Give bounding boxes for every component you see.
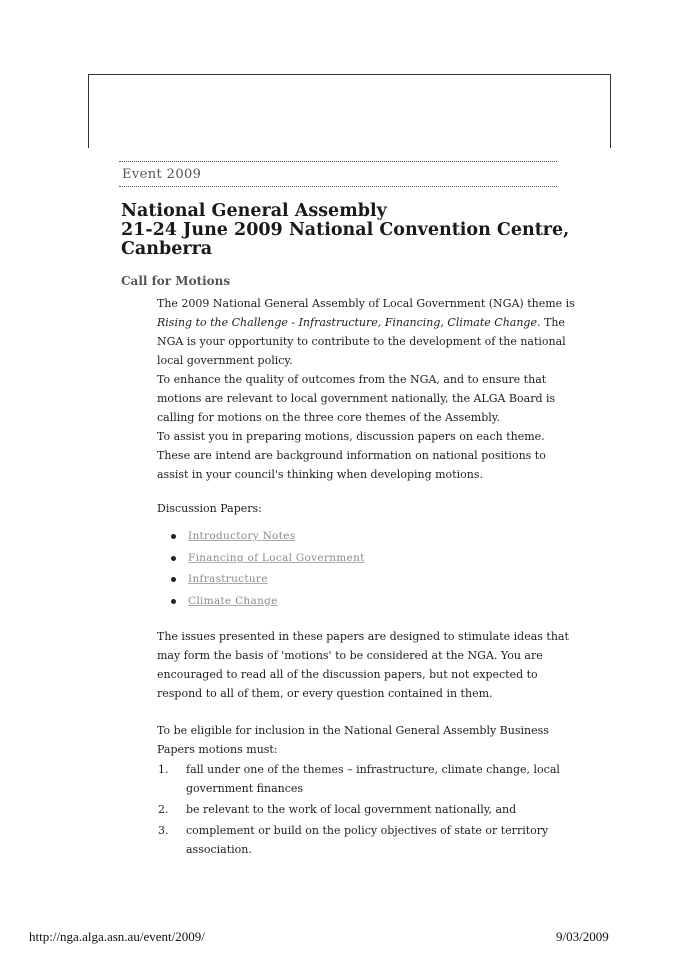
list-item[interactable]	[188, 573, 365, 595]
top-divider	[119, 161, 557, 162]
list-item[interactable]	[188, 595, 365, 617]
eligibility-intro: To be eligible for inclusion in the National General Assembly Business Papers motions must:	[157, 724, 549, 756]
list-item[interactable]	[188, 552, 365, 574]
title-line-3: Canberra	[121, 239, 213, 259]
item-number: 2.	[158, 803, 169, 816]
item-text: complement or build on the policy objectives of state or territory association.	[186, 824, 549, 856]
link-introductory-notes[interactable]: Introductory Notes	[188, 530, 296, 542]
assist-paragraph: To assist you in preparing motions, discussion papers on each theme. These are intend are background information on national positions to assist in your council's thinking when developing motions.	[157, 430, 546, 481]
item-text: be relevant to the work of local government nationally, and	[186, 803, 517, 816]
banner-frame	[88, 74, 611, 148]
list-item[interactable]	[188, 530, 365, 552]
link-financing[interactable]: Financing of Local Government	[188, 551, 365, 564]
list-item	[158, 760, 566, 798]
theme-title: Rising to the Challenge - Infrastructure, Financing, Climate Change	[157, 316, 537, 329]
call-for-motions-heading: Call for Motions	[121, 274, 231, 288]
item-number: 1.	[158, 763, 169, 776]
list-item	[158, 800, 566, 819]
item-text: fall under one of the themes – infrastructure, climate change, local government finances	[186, 763, 560, 795]
item-number: 3.	[158, 824, 169, 837]
page-title	[121, 202, 581, 259]
footer-date: 9/03/2009	[556, 929, 609, 944]
list-item	[158, 821, 566, 859]
discussion-papers-label: Discussion Papers:	[157, 502, 262, 515]
intro-text-end: . The NGA is your opportunity to contribute to the development of the national local government policy.	[157, 316, 566, 367]
title-line-2: 21-24 June 2009 National Convention Centre,	[121, 220, 570, 240]
bullet-icon	[171, 534, 176, 539]
bullet-icon	[171, 556, 176, 561]
bullet-icon	[171, 577, 176, 582]
footer-url: http://nga.alga.asn.au/event/2009/	[29, 929, 205, 944]
bottom-divider	[119, 186, 557, 187]
issues-paragraph: The issues presented in these papers are designed to stimulate ideas that may form the basis of 'motions' to be considered at the NGA. You are encouraged to read all of the discussion papers, but not expected to respond to all of them, or every question contained in them.	[157, 630, 569, 700]
discussion-papers-list	[188, 530, 365, 616]
intro-text-start: The 2009 National General Assembly of Local Government (NGA) theme is	[157, 297, 575, 310]
intro-paragraph	[157, 294, 577, 370]
link-climate-change[interactable]: Climate Change	[188, 594, 278, 607]
eligibility-list	[158, 760, 566, 859]
motions-paragraph: To enhance the quality of outcomes from the NGA, and to ensure that motions are relevant to local government nationally, the ALGA Board is calling for motions on the three core themes of the Assembly.	[157, 373, 556, 424]
link-infrastructure[interactable]: Infrastructure	[188, 573, 268, 585]
section-label: Event 2009	[122, 167, 202, 182]
bullet-icon	[171, 599, 176, 604]
title-line-1: National General Assembly	[121, 201, 387, 221]
